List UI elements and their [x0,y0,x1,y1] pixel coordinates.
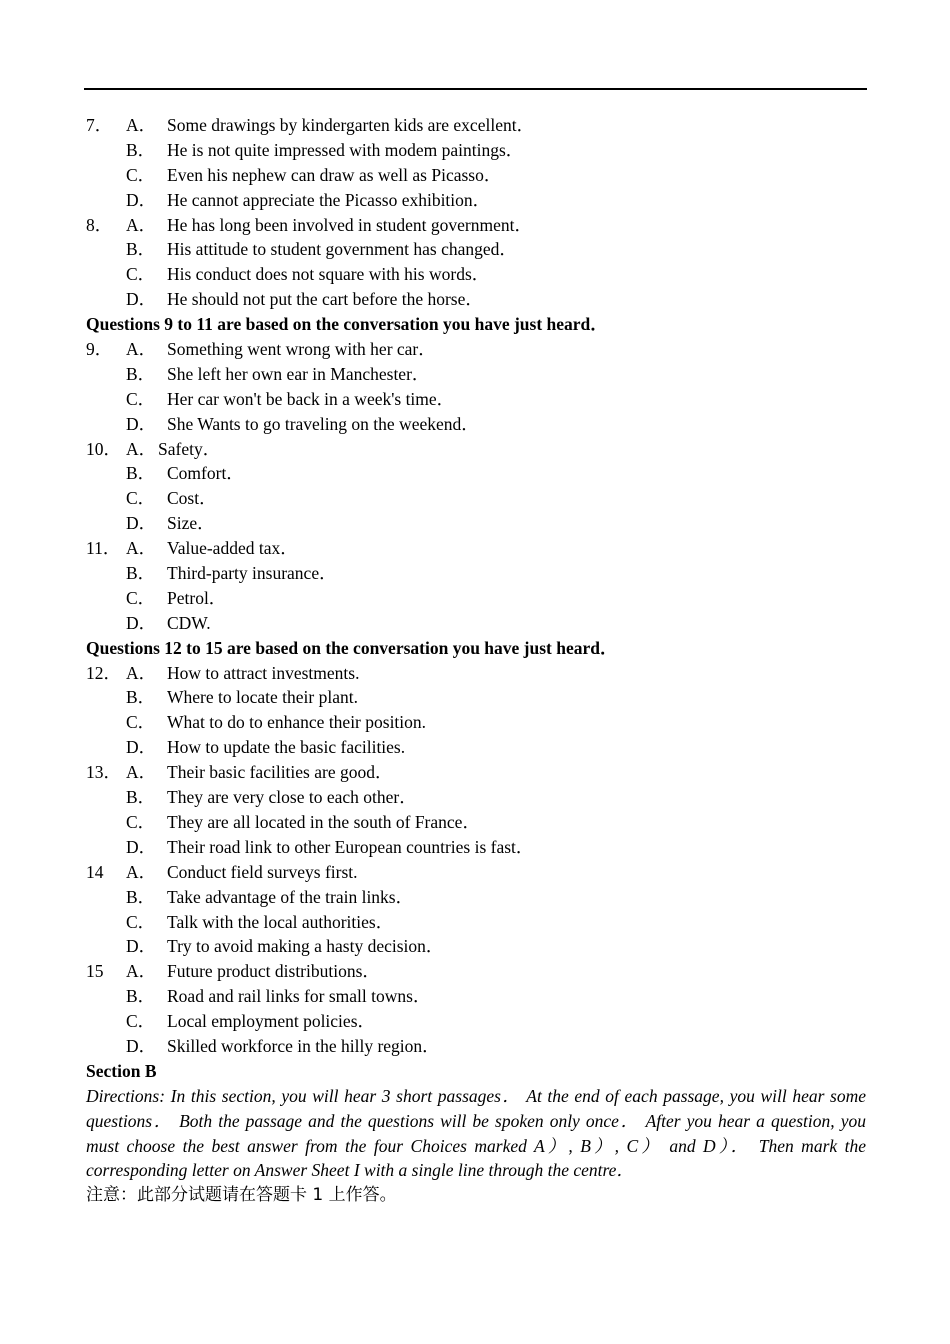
question-number: 10． [86,438,121,459]
question-13-option-b [86,785,866,810]
option-letter: A． [126,538,157,559]
option-text: Their road link to other European countries is fast． [167,836,534,857]
option-letter: D． [126,289,157,310]
question-15-option-b [86,984,866,1009]
option-letter: D． [126,1035,157,1056]
option-letter: B． [126,363,156,384]
question-number: 11． [86,538,121,559]
option-letter: B． [126,886,156,907]
option-text: His attitude to student government has changed． [167,239,517,260]
option-text: Even his nephew can draw as well as Picasso． [167,164,502,185]
option-letter: A． [126,662,157,683]
option-letter: C． [126,164,156,185]
question-11-option-d [86,611,866,636]
option-letter: D． [126,612,157,633]
option-text: Talk with the local authorities． [167,911,394,932]
question-number: 13． [86,762,121,783]
question-number: 7． [86,115,113,135]
question-10-option-b [86,461,866,486]
option-letter: C． [126,388,156,409]
question-13-option-d [86,835,866,860]
question-9-option-c [86,387,866,412]
question-14-option-a [86,860,866,885]
option-letter: B． [126,139,156,160]
question-9-option-d [86,412,866,437]
option-letter: D． [126,737,157,758]
option-text: How to attract investments. [167,662,360,683]
top-rule [84,88,867,90]
option-text: They are very close to each other． [167,787,417,808]
option-letter: B． [126,239,156,260]
option-text: Size． [167,513,215,534]
option-letter: A． [126,961,157,982]
option-text: CDW. [167,612,211,633]
option-text: She Wants to go traveling on the weekend． [167,413,479,434]
option-letter: B． [126,986,156,1007]
option-letter: C． [126,1011,156,1032]
option-letter: A． [126,861,157,882]
question-8-option-a [86,213,866,238]
option-text: His conduct does not square with his words． [167,264,490,285]
option-text: Local employment policies． [167,1011,376,1032]
question-number: 14 [86,861,104,882]
question-10-option-d [86,511,866,536]
page-content [86,113,866,1208]
question-9-option-a [86,337,866,362]
option-letter: B． [126,687,156,708]
option-text: What to do to enhance their position. [167,712,427,733]
option-text: Something went wrong with her car． [167,339,436,360]
question-10-option-c [86,486,866,511]
option-text: They are all located in the south of France． [167,811,480,832]
option-letter: A． [126,214,157,235]
question-11-option-b [86,561,866,586]
question-group-7-8 [86,113,866,312]
option-letter: A． [126,115,157,135]
option-text: Third-party insurance． [167,563,337,584]
option-letter: C． [126,712,156,733]
question-12-option-b [86,685,866,710]
option-text: He has long been involved in student government． [167,214,532,235]
question-15-option-a [86,959,866,984]
option-text: Some drawings by kindergarten kids are excellent． [167,115,535,135]
question-14-option-b [86,885,866,910]
question-10-option-a [86,437,866,462]
question-9-option-b [86,362,866,387]
question-13-option-a [86,760,866,785]
question-14-option-c [86,910,866,935]
question-8-option-d [86,287,866,312]
option-letter: A． [126,339,157,360]
option-text: Value-added tax． [167,538,298,559]
option-text: Cost． [167,488,217,509]
option-letter: A． [126,762,157,783]
option-text: Take advantage of the train links． [167,886,414,907]
section-b-title: Section B [86,1060,157,1081]
option-letter: C． [126,488,156,509]
option-letter: B． [126,563,156,584]
question-number: 8． [86,214,113,235]
option-text: Skilled workforce in the hilly region． [167,1035,440,1056]
option-letter: B． [126,463,156,484]
option-text: How to update the basic facilities. [167,737,406,758]
option-letter: D． [126,413,157,434]
option-text: Try to avoid making a hasty decision． [167,936,444,957]
option-text: Her car won't be back in a week's time． [167,388,455,409]
question-7-option-c [86,163,866,188]
option-letter: C． [126,911,156,932]
option-text: She left her own ear in Manchester． [167,363,430,384]
option-text: Where to locate their plant. [167,687,358,708]
option-text: Future product distributions． [167,961,380,982]
option-text: Their basic facilities are good． [167,762,393,783]
option-letter: D． [126,513,157,534]
option-letter: B． [126,787,156,808]
option-text: Petrol． [167,587,227,608]
question-12-option-c [86,710,866,735]
question-7-option-d [86,188,866,213]
option-letter: C． [126,264,156,285]
option-letter: C． [126,811,156,832]
option-letter: A． [126,438,157,459]
question-11-option-c [86,586,866,611]
question-group-9-11 [86,337,866,636]
question-12-option-a [86,661,866,686]
option-letter: D． [126,936,157,957]
option-letter: C． [126,587,156,608]
question-number: 12． [86,662,121,683]
question-8-option-b [86,237,866,262]
question-7-option-a [86,113,866,138]
option-text: He should not put the cart before the horse． [167,289,483,310]
option-text: He cannot appreciate the Picasso exhibition． [167,189,491,210]
question-group-12-15 [86,661,866,1059]
question-8-option-c [86,262,866,287]
question-13-option-c [86,810,866,835]
question-15-option-c [86,1009,866,1034]
section-b-note: 注意：此部分试题请在答题卡 1 上作答。 [86,1185,397,1206]
heading-questions-12-15: Questions 12 to 15 are based on the conversation you have just heard． [86,637,618,658]
question-15-option-d [86,1034,866,1059]
option-letter: D． [126,836,157,857]
heading-questions-9-11: Questions 9 to 11 are based on the conversation you have just heard． [86,314,608,335]
question-14-option-d [86,934,866,959]
option-text: Conduct field surveys first. [167,861,358,882]
option-text: Safety． [158,438,221,459]
question-number: 15 [86,961,104,982]
question-7-option-b [86,138,866,163]
question-11-option-a [86,536,866,561]
option-letter: D． [126,189,157,210]
option-text: He is not quite impressed with modem paintings． [167,139,524,160]
option-text: Road and rail links for small towns． [167,986,431,1007]
question-number: 9． [86,339,113,360]
section-b-directions: Directions: In this section, you will hear 3 short passages． At the end of each passage, you will hear some questions． Both the passage and the questions will be spoken only once． After you hear a question, you must choose the best answer from the four Choices marked A）, B）, C） and D）． Then mark the corresponding letter on Answer Sheet I with a single line through the centre． [86,1085,866,1181]
question-12-option-d [86,735,866,760]
option-text: Comfort． [167,463,244,484]
